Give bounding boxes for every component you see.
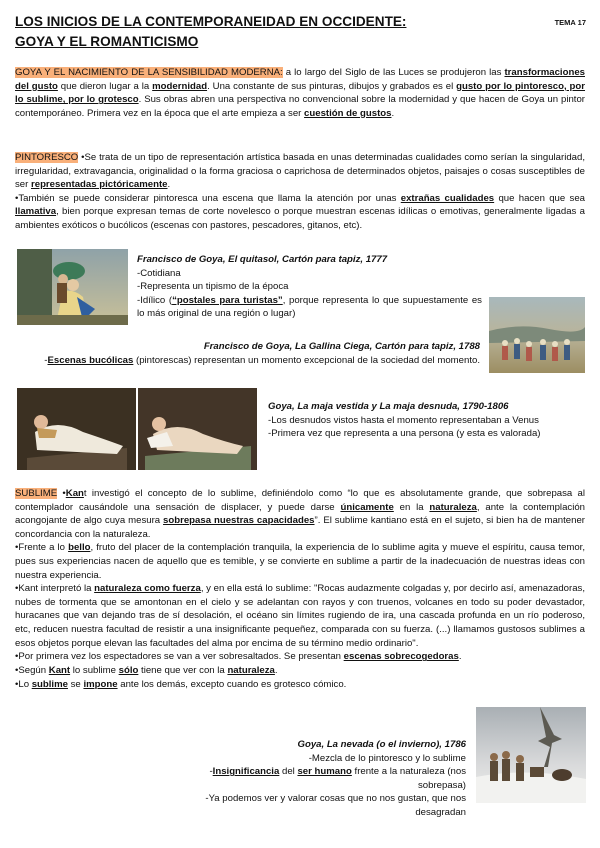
- text: lo sublime: [70, 664, 119, 676]
- text: a lo largo del Siglo de las Luces se produjeron las: [282, 67, 505, 78]
- text: ante los demás, excepto cuando es grotesco cómico.: [117, 678, 347, 690]
- painting-nevada: [476, 707, 586, 803]
- text: que hacen que sea: [494, 192, 585, 204]
- text: t investigó el concepto de lo sublime, definiéndolo como “lo que es absolutamente grande, que sobrepasa al contemplador causándole una sensación de displacer, y puede darse: [15, 488, 586, 513]
- text: , bien porque expresan temas de corte novelesco o porque muestran escenas idílicas o emotivas, generalmente ligadas a ambientes exóticos o bucólicos (escenas con pastores, pescadores, gitanos, etc).: [15, 206, 585, 232]
- painting-majas: [17, 388, 257, 470]
- nevada-caption: [160, 738, 466, 820]
- quitasol-line-2: -Representa un tipismo de la época: [137, 281, 289, 293]
- keyword: Insignificancia: [212, 766, 280, 778]
- nevada-title: Goya, La nevada (o el invierno), 1786: [297, 739, 466, 750]
- keyword: bello: [68, 542, 91, 554]
- text: , fruto del placer de la contemplación tranquila, la experiencia de lo sublime agita y mueve el espíritu, causa temor, pues sus experiencias nacen de aquello que es temible, y se convierte en sublime a partir de la inadecuación de nuestras ideas con nuestra experiencia.: [15, 542, 585, 581]
- gallina-caption: [20, 340, 480, 367]
- keyword: naturaleza como fuerza: [94, 583, 201, 595]
- pintoresco-section: [15, 151, 585, 233]
- maja-line-2: -Primera vez que representa a una persona (y esta es valorada): [268, 428, 541, 440]
- sublime-label: SUBLIME: [15, 488, 58, 499]
- text: . Una constante de sus pinturas, dibujos y grabados es el: [207, 80, 457, 92]
- page-title: [15, 12, 535, 51]
- keyword: sólo: [118, 664, 139, 676]
- text: que dieron lugar a la: [57, 80, 153, 92]
- keyword: cuestión de gustos: [304, 107, 392, 119]
- keyword: únicamente: [340, 501, 394, 513]
- text: , porque representa lo que supuestamente es lo más original de una región o lugar): [137, 294, 482, 320]
- quitasol-line-1: -Cotidiana: [137, 267, 181, 279]
- text: .: [274, 664, 278, 676]
- text: (pintorescas) representan un momento excepcional de la sociedad del momento.: [133, 354, 480, 366]
- keyword: ser humano: [297, 766, 352, 778]
- text: , y en ella está lo sublime: "Rocas audazmente colgadas y, por decirlo así, amenazadoras, nubes de tormenta que se amontonan en el cielo y se adelantan con rayos y con truenos, volcanes en todo su poder devastador, huracanes que van dejando tras de sí desolación, el océano sin límites rugiendo de ira, una cascada profunda en un río poderoso, etc, reducen nuestra facultad de resistir a una insignificante pequeñez, comparada con su fuerza. (...) llamamos gustosos sublimes a esos objetos porque elevan las facultades del alma por encima de su término medio ordinario".: [15, 583, 586, 649]
- keyword: Kant: [48, 664, 71, 676]
- text: .: [458, 651, 462, 663]
- keyword: impone: [83, 678, 118, 690]
- keyword: transformaciones del gusto: [15, 67, 585, 92]
- maja-caption: [268, 400, 588, 441]
- text: tiene que ver con la: [138, 664, 228, 676]
- text: •: [57, 488, 66, 499]
- text: frente a la naturaleza (nos sobrepasa): [351, 766, 466, 791]
- quitasol-line-3: [137, 294, 482, 321]
- text: -Idílico (: [137, 294, 173, 306]
- text: ”. El sublime kantiano está en el sujeto, si bien ha de mantener concordancia con la naturaleza.: [15, 515, 585, 540]
- keyword: llamativa: [15, 206, 57, 218]
- maja-title: Goya, La maja vestida y La maja desnuda, 1790-1806: [268, 401, 509, 412]
- intro-paragraph: [15, 66, 585, 120]
- keyword: sobrepasa nuestras capacidades: [163, 515, 315, 527]
- text: del: [279, 766, 298, 778]
- text: •Lo: [15, 678, 32, 690]
- text: .: [391, 107, 395, 119]
- text: •Según: [15, 664, 49, 676]
- pintoresco-label: PINTORESCO: [15, 152, 79, 163]
- text: en la: [393, 501, 430, 513]
- keyword: modernidad: [152, 80, 208, 92]
- keyword: representadas pictóricamente: [31, 179, 168, 191]
- text: •Frente a lo: [15, 542, 69, 554]
- keyword: “postales para turistas”: [172, 294, 283, 306]
- gallina-title: Francisco de Goya, La Gallina Ciega, Cartón para tapiz, 1788: [203, 341, 480, 352]
- text: se: [67, 678, 84, 690]
- title-line-2: GOYA Y EL ROMANTICISMO: [15, 33, 199, 49]
- text: -: [209, 766, 213, 778]
- title-line-1: LOS INICIOS DE LA CONTEMPORANEIDAD EN OCCIDENTE:: [15, 14, 407, 29]
- keyword: escenas sobrecogedoras: [343, 651, 459, 663]
- nevada-line-3: -Ya podemos ver y valorar cosas que no nos gustan, que nos desagradan: [205, 793, 466, 819]
- keyword: Kan: [65, 488, 84, 499]
- text: -: [44, 354, 48, 366]
- keyword: naturaleza: [429, 501, 477, 513]
- keyword: naturaleza: [227, 664, 275, 676]
- nevada-line-1: -Mezcla de lo pintoresco y lo sublime: [308, 752, 466, 764]
- painting-gallina-ciega: [489, 297, 585, 373]
- text: .: [167, 179, 171, 191]
- quitasol-caption: [137, 253, 482, 321]
- quitasol-title: Francisco de Goya, El quitasol, Cartón para tapiz, 1777: [137, 254, 388, 265]
- text: •Kant interpretó la: [15, 583, 95, 595]
- text: •Por primera vez los espectadores se van a ver sobresaltados. Se presentan: [15, 651, 344, 663]
- maja-line-1: -Los desnudos vistos hasta el momento representaban a Venus: [268, 414, 539, 426]
- text: •Se trata de un tipo de representación artística basada en unas determinadas cualidades como serían la singularidad, irregularidad, extravagancia, originalidad o la forma graciosa o caprichosa de determinados objetos, paisajes o cosas susceptibles de ser: [15, 152, 585, 191]
- gallina-line-1: [20, 354, 480, 368]
- keyword: sublime: [31, 678, 68, 690]
- text: •También se puede considerar pintoresca una escena que llama la atención por unas: [15, 192, 401, 204]
- keyword: Escenas bucólicas: [47, 354, 134, 366]
- tema-number: TEMA 17: [554, 18, 586, 27]
- text: . Sus obras abren una perspectiva no convencional sobre la modernidad y que hacen de Goya un pintor contemporáneo. Primera vez en la época que el arte empieza a ser: [15, 94, 585, 119]
- sublime-section: [15, 487, 585, 691]
- intro-label: GOYA Y EL NACIMIENTO DE LA SENSIBILIDAD MODERNA:: [15, 67, 283, 78]
- keyword: extrañas cualidades: [400, 192, 495, 204]
- nevada-line-2: [160, 765, 466, 792]
- painting-quitasol: [17, 249, 128, 325]
- text: , ante la contemplación acongojante de algo cuya mesura: [15, 501, 586, 527]
- keyword: gusto por lo pintoresco, por lo sublime, por lo grotesco: [15, 80, 586, 106]
